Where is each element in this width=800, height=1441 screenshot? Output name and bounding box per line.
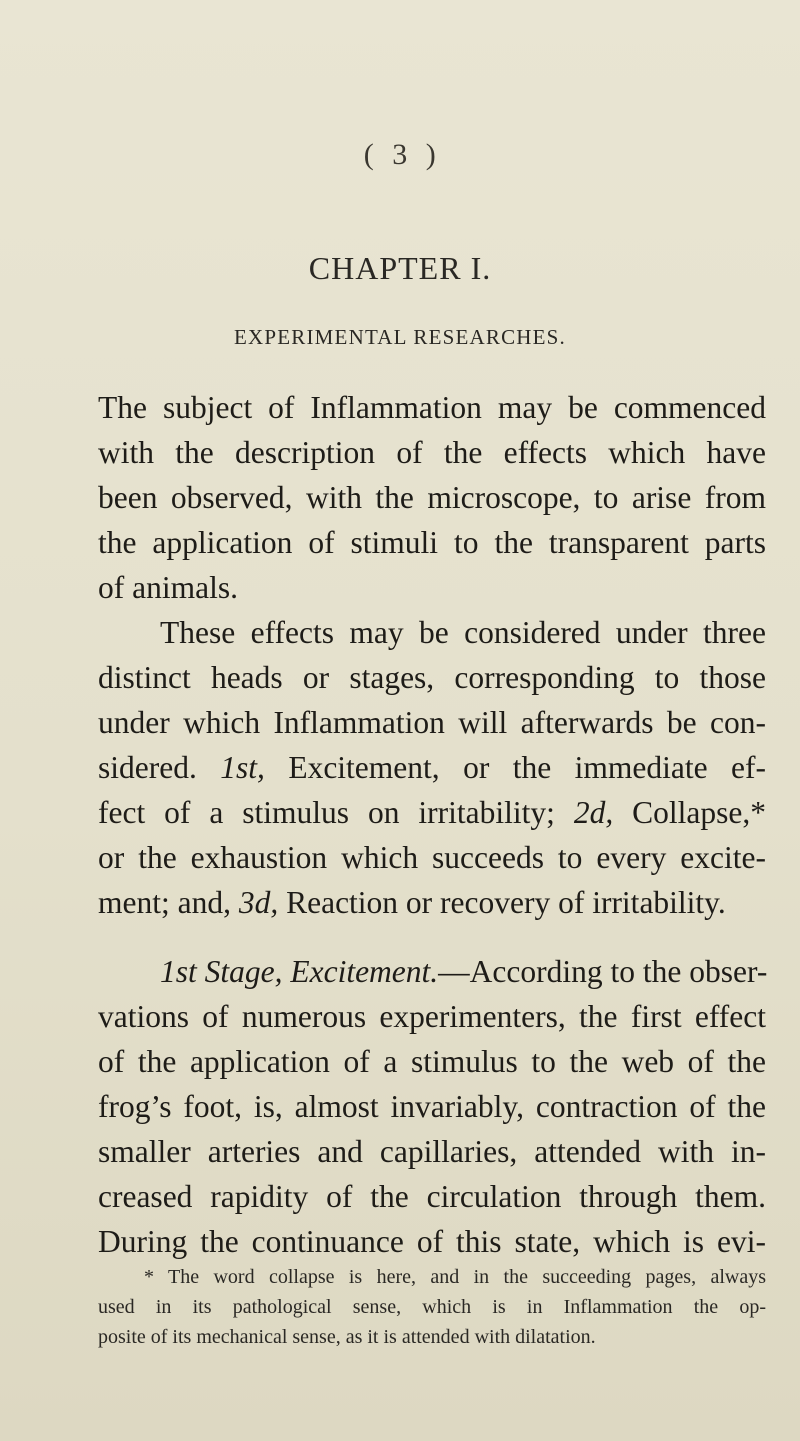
paragraph-3-line: of the application of a stimulus to the web of the bbox=[98, 1044, 766, 1079]
paragraph-1-line: the application of stimuli to the transparent parts bbox=[98, 525, 766, 560]
text-run: Reaction or recovery of irritability. bbox=[278, 885, 726, 920]
text-run: sidered. bbox=[98, 750, 221, 785]
ordinal-second: 2d, bbox=[573, 795, 614, 830]
paragraph-3-line: vations of numerous experimenters, the first effect bbox=[98, 999, 766, 1034]
paren-open: ( bbox=[363, 138, 375, 171]
paragraph-3-line: smaller arteries and capillaries, attended with in- bbox=[98, 1134, 766, 1169]
paragraph-2-line: distinct heads or stages, corresponding to those bbox=[98, 660, 766, 695]
body-text bbox=[98, 385, 766, 1264]
text-run: —According to the obser- bbox=[438, 954, 768, 989]
paragraph-1-line: of animals. bbox=[98, 570, 238, 605]
page-number bbox=[0, 138, 800, 172]
footnote bbox=[98, 1262, 766, 1352]
footnote-line: used in its pathological sense, which is in Inflammation the op- bbox=[98, 1296, 766, 1318]
text-run: ment; and, bbox=[98, 885, 239, 920]
paragraph-gap bbox=[98, 925, 766, 949]
paragraph-2-line bbox=[98, 880, 766, 925]
paragraph-1-line: been observed, with the microscope, to arise from bbox=[98, 480, 766, 515]
ordinal-third: 3d, bbox=[238, 885, 279, 920]
footnote-line: posite of its mechanical sense, as it is attended with dilatation. bbox=[98, 1326, 596, 1348]
ordinal-first: 1st, bbox=[220, 750, 265, 785]
text-run: fect of a stimulus on irritability; bbox=[98, 795, 574, 830]
paragraph-3-line bbox=[98, 949, 766, 994]
paragraph-3-line: frog’s foot, is, almost invariably, contraction of the bbox=[98, 1089, 766, 1124]
paragraph-2-line bbox=[98, 745, 766, 790]
paragraph-2-line: or the exhaustion which succeeds to every excite- bbox=[98, 840, 766, 875]
section-title: EXPERIMENTAL RESEARCHES. bbox=[233, 325, 567, 349]
paragraph-1-line: with the description of the effects which have bbox=[98, 435, 766, 470]
paragraph-2-line: These effects may be considered under three bbox=[160, 615, 766, 650]
paragraph-3-line: During the continuance of this state, which is evi- bbox=[98, 1224, 766, 1259]
paragraph-2-line: under which Inflammation will afterwards be con- bbox=[98, 705, 766, 740]
text-run: Excitement, or the immediate ef- bbox=[264, 750, 766, 785]
chapter-title: CHAPTER I. bbox=[308, 250, 492, 286]
paragraph-3-line: creased rapidity of the circulation through them. bbox=[98, 1179, 766, 1214]
paren-close: ) bbox=[425, 138, 437, 171]
text-run: Collapse,* bbox=[613, 795, 766, 830]
page-number-value: 3 bbox=[392, 138, 408, 171]
paragraph-1-line: The subject of Inflammation may be commenced bbox=[98, 390, 766, 425]
paragraph-2-line bbox=[98, 790, 766, 835]
footnote-line: * The word collapse is here, and in the succeeding pages, always bbox=[144, 1266, 766, 1288]
stage-heading: 1st Stage, Excitement. bbox=[160, 954, 439, 989]
